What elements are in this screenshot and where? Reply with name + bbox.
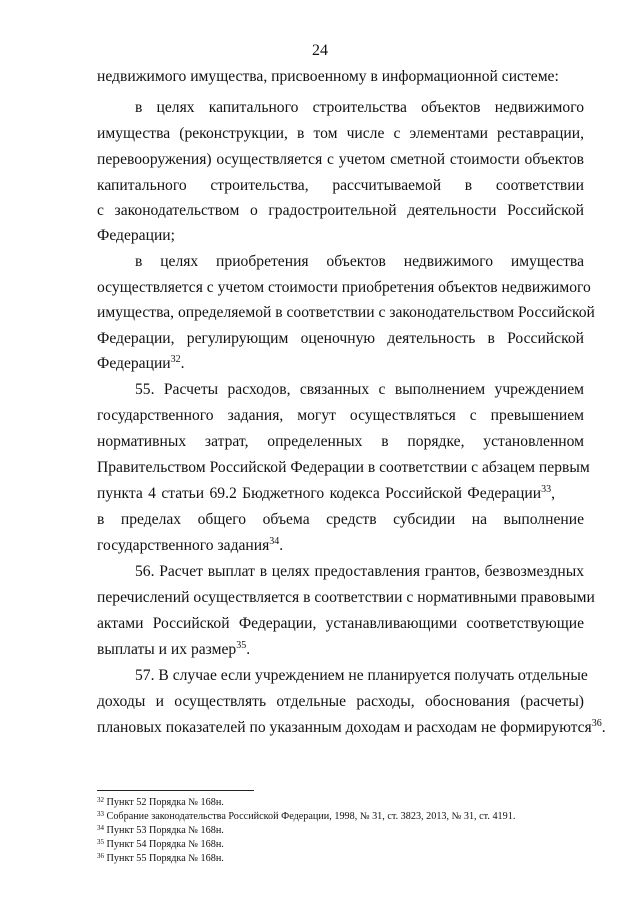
text-line: актами Российской Федерации, устанавливающими соответствующие <box>97 615 584 632</box>
footnote-number: 33 <box>97 810 104 818</box>
text-line: перечислений осуществляется в соответствии с нормативными правовыми <box>97 589 595 606</box>
line-text: Федерации; <box>97 227 175 244</box>
text-line <box>97 481 584 507</box>
line-text: недвижимого имущества, присвоенному в информационной системе: <box>97 68 559 85</box>
text-line <box>97 64 584 90</box>
footnote <box>97 852 224 866</box>
line-end-punct: . <box>279 537 284 554</box>
footnote-number: 32 <box>97 796 104 804</box>
line-end-punct: . <box>246 641 251 658</box>
footnote-ref[interactable]: 34 <box>269 536 280 547</box>
text-line: Федерации, регулирующим оценочную деятельность в Российской <box>97 330 584 347</box>
footnote <box>97 838 224 852</box>
footnote <box>97 810 515 824</box>
text-line: в целях капитального строительства объектов недвижимого <box>135 99 584 116</box>
text-line: осуществляется с учетом стоимости приобретения объектов недвижимого <box>97 279 591 296</box>
line-text: пункта 4 статьи 69.2 Бюджетного кодекса Российской Федерации <box>97 485 542 502</box>
text-line: имущества, определяемой в соответствии с законодательством Российской <box>97 304 595 321</box>
footnote-text: Пункт 54 Порядка № 168н. <box>106 839 224 850</box>
line-text: плановых показателей по указанным доходам и расходам не формируются <box>97 719 592 736</box>
footnote-ref[interactable]: 35 <box>236 640 247 651</box>
footnote-text: Собрание законодательства Российской Федерации, 1998, № 31, ст. 3823, 2013, № 31, ст. 4191. <box>106 811 516 822</box>
footnote-text: Пункт 53 Порядка № 168н. <box>106 825 224 836</box>
text-line: 57. В случае если учреждением не планируется получать отдельные <box>135 667 588 684</box>
line-text: государственного задания <box>97 537 270 554</box>
text-line: доходы и осуществлять отдельные расходы, обоснования (расчеты) <box>97 693 584 710</box>
line-end-punct: . <box>180 355 185 372</box>
text-line: в целях приобретения объектов недвижимого имущества <box>135 253 584 270</box>
text-line: Правительством Российской Федерации в соответствии с абзацем первым <box>97 459 590 476</box>
text-line: 55. Расчеты расходов, связанных с выполнением учреждением <box>135 381 584 398</box>
footnote-ref[interactable]: 32 <box>170 354 181 365</box>
text-line <box>97 637 584 663</box>
text-line: 56. Расчет выплат в целях предоставления грантов, безвозмездных <box>135 563 584 580</box>
text-line: в пределах общего объема средств субсидии на выполнение <box>97 511 584 528</box>
text-line: нормативных затрат, определенных в порядке, установленном <box>97 433 584 450</box>
text-line <box>97 351 584 377</box>
text-line: перевооружения) осуществляется с учетом сметной стоимости объектов <box>97 151 584 168</box>
line-end-punct: . <box>601 719 606 736</box>
text-line: капитального строительства, рассчитываемой в соответствии <box>97 177 584 194</box>
footnote-number: 34 <box>97 824 104 832</box>
line-text: выплаты и их размер <box>97 641 237 658</box>
text-line <box>97 223 584 249</box>
line-end-punct: , <box>551 485 555 502</box>
text-line: имущества (реконструкции, в том числе с элементами реставрации, <box>97 125 584 142</box>
footnote <box>97 824 224 838</box>
line-text: Федерации <box>97 355 171 372</box>
footnote-text: Пункт 52 Порядка № 168н. <box>106 797 224 808</box>
footnote-number: 35 <box>97 838 104 846</box>
footnote-text: Пункт 55 Порядка № 168н. <box>106 853 224 864</box>
page-number: 24 <box>312 42 328 59</box>
footnote <box>97 796 224 810</box>
text-line <box>97 715 606 741</box>
footnote-number: 36 <box>97 852 104 860</box>
footnote-ref[interactable]: 33 <box>541 484 552 495</box>
footnote-ref[interactable]: 36 <box>591 718 602 729</box>
text-line: с законодательством о градостроительной деятельности Российской <box>97 202 584 219</box>
text-line <box>97 533 584 559</box>
footnote-separator <box>97 790 254 791</box>
text-line: государственного задания, могут осуществляться с превышением <box>97 407 584 424</box>
